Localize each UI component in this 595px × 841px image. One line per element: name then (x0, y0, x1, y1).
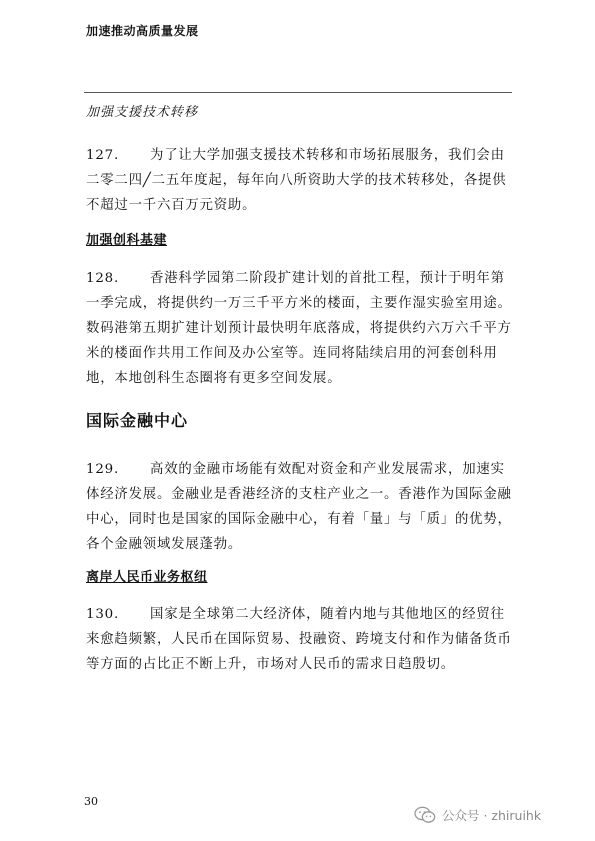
section-heading-finance: 国际金融中心 (86, 411, 189, 430)
page-number: 30 (84, 795, 98, 808)
subsection-heading-innovation: 加强创科基建 (86, 233, 168, 248)
paragraph-129 (86, 457, 514, 557)
running-header: 加速推动高质量发展 (86, 24, 199, 38)
paragraph-text: 为了让大学加强支援技术转移和市场拓展服务，我们会由二零二四╱二五年度起，每年向八所资助大学的技术转移处，各提供不超过一千六百万元资助。 (86, 148, 507, 213)
paragraph-number: 128. (86, 271, 120, 286)
paragraph-text: 香港科学园第二阶段扩建计划的首批工程，预计于明年第一季完成，将提供约一万三千平方米的楼面，主要作湿实验室用途。数码港第五期扩建计划预计最快明年底落成，将提供约六万六千平方米的楼面作共用工作间及办公室等。连同将陆续启用的河套创科用地，本地创科生态圈将有更多空间发展。 (86, 271, 512, 386)
paragraph-130 (86, 602, 514, 677)
paragraph-128 (86, 266, 514, 391)
paragraph-127 (86, 143, 514, 218)
wechat-icon (414, 806, 436, 824)
paragraph-text: 国家是全球第二大经济体，随着内地与其他地区的经贸往来愈趋频繁，人民币在国际贸易、投融资、跨境支付和作为储备货币等方面的占比正不断上升，市场对人民币的需求日趋殷切。 (86, 607, 512, 672)
subsection-heading-rmb-hub: 离岸人民币业务枢纽 (86, 570, 208, 585)
header-divider (84, 92, 512, 93)
watermark (414, 806, 541, 824)
paragraph-text: 高效的金融市场能有效配对资金和产业发展需求，加速实体经济发展。金融业是香港经济的支柱产业之一。香港作为国际金融中心，同时也是国家的国际金融中心，有着「量」与「质」的优势，各个金融领域发展蓬勃。 (86, 462, 512, 552)
watermark-text: 公众号 · zhiruihk (442, 808, 542, 823)
paragraph-number: 127. (86, 148, 120, 163)
paragraph-number: 130. (86, 607, 120, 622)
subsection-title-tech-transfer: 加强支援技术转移 (86, 105, 199, 120)
paragraph-number: 129. (86, 462, 120, 477)
